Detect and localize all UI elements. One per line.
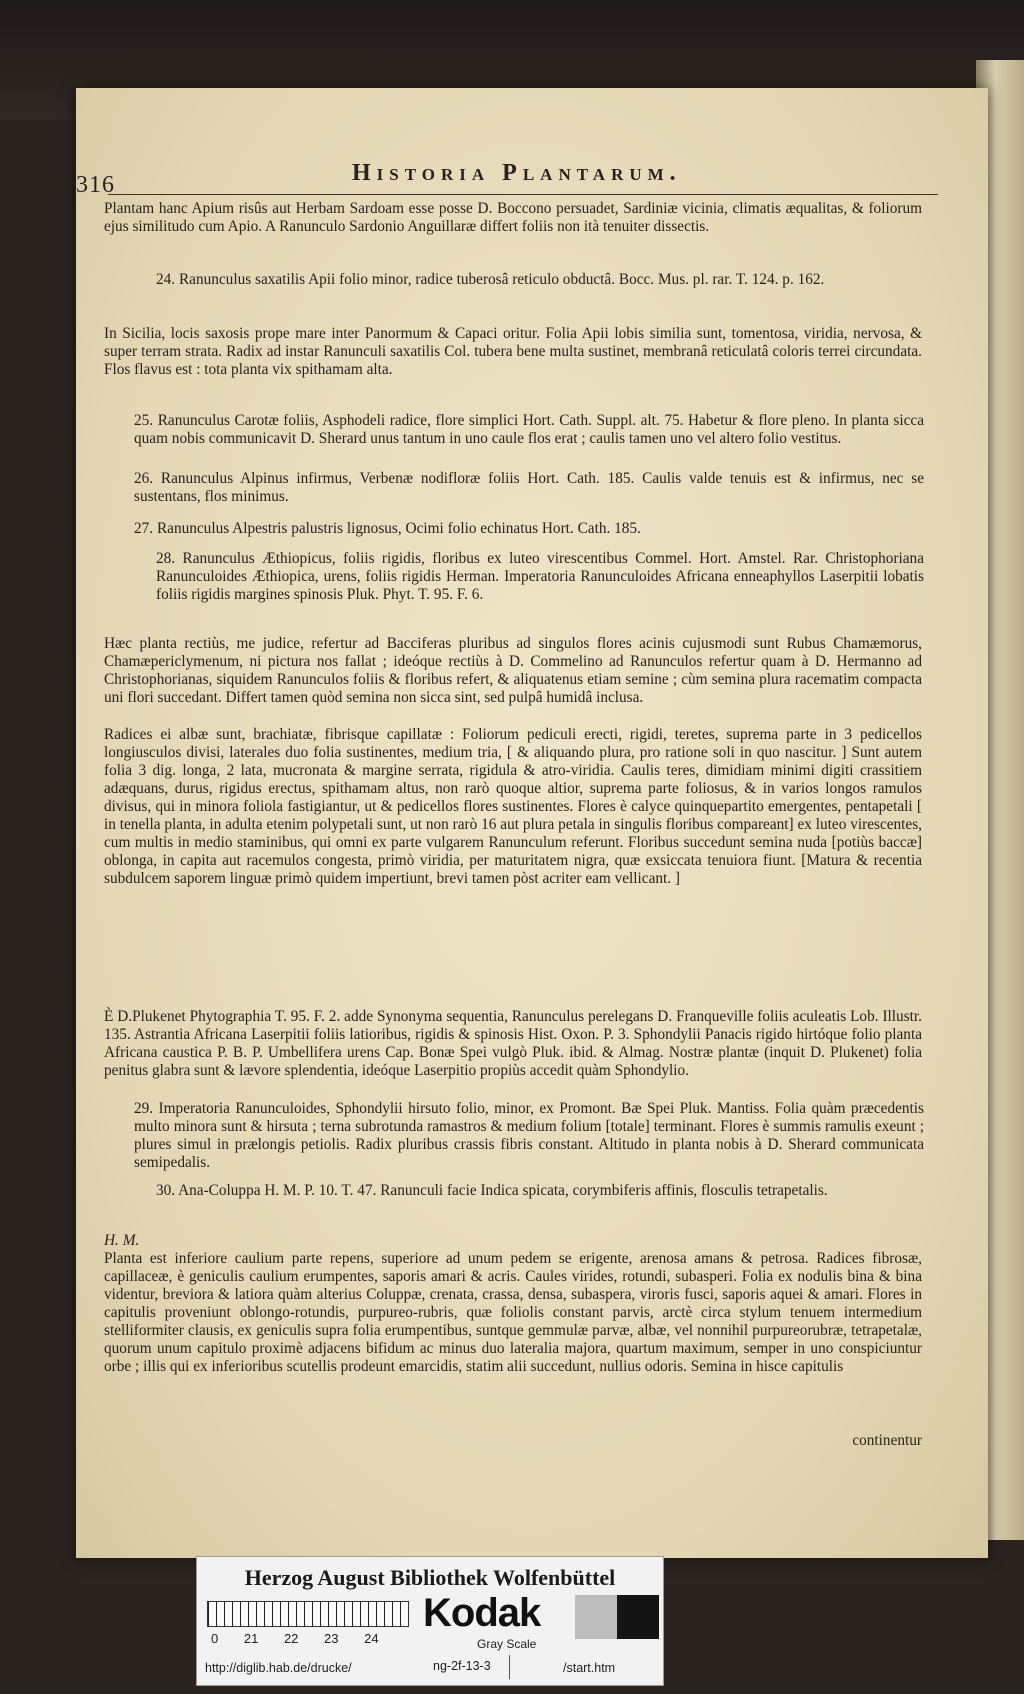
paragraph-28-c: È D.Plukenet Phytographia T. 95. F. 2. adde Synonyma sequentia, Ranunculus perelegans D. Franqueville foliis aculeatis Lob. Illustr. 135. Astrantia Africana Laserpitii foliis latioribus, rigidis & spinosis Hist. Oxon. P. 3. Sphondylii Panacis rigido hirtóque folio planta Africana caustica P. B. P. Umbellifera urens Cap. Bonæ Spei vulgò Pluk. ibid. & Almag. Nostræ plantæ (inquit D. Plukenet) folia penitus glabra sunt & lævore splendentia, ideóque Laserpitio propiùs accedit quàm Sphondylio. — [104, 1008, 922, 1079]
entry-24: 24. Ranunculus saxatilis Apii folio minor, radice tuberosâ reticulo obductâ. Bocc. Mus. pl. rar. T. 124. p. 162. — [156, 271, 825, 288]
color-ruler — [207, 1601, 409, 1627]
source-url: http://diglib.hab.de/drucke/ — [205, 1661, 352, 1675]
entry-25: 25. Ranunculus Carotæ foliis, Asphodeli radice, flore simplici Hort. Cath. Suppl. alt. 75. Habetur & flore pleno. In planta sicca quam nobis communicavit D. Sherard unus tantum in uno caule flos erat ; caulis tamen uno vel altero folio vestitus. — [134, 412, 924, 447]
running-title: Historia Plantarum. — [352, 160, 682, 186]
entry-26: 26. Ranunculus Alpinus infirmus, Verbenæ nodifloræ foliis Hort. Cath. 185. Caulis valde tenuis est & infirmus, nec se sustentans, flos minimus. — [134, 470, 924, 505]
ruler-label: 21 — [243, 1631, 259, 1646]
source-abbreviation: H. M. — [104, 1232, 140, 1249]
catchword: continentur — [852, 1432, 922, 1449]
paragraph-24: In Sicilia, locis saxosis prope mare inter Panormum & Capaci oritur. Folia Apii lobis similia sunt, tomentosa, viridia, nervosa, & super terram strata. Radix ad instar Ranunculi saxatilis Col. tubera bene multa sustinet, membranâ reticulatâ coloris terrei circundata. Flos flavus est : tota planta vix spithamam alta. — [104, 325, 922, 378]
start-page: /start.htm — [563, 1661, 616, 1675]
shelfmark: ng-2f-13-3 — [433, 1659, 491, 1673]
entry-30: 30. Ana-Coluppa H. M. P. 10. T. 47. Ranunculi facie Indica spicata, corymbiferis affinis, flosculis tetrapetalis. — [156, 1182, 828, 1199]
ruler-labels — [211, 1631, 401, 1646]
gray-patch-light — [575, 1595, 617, 1639]
ruler-label: 24 — [364, 1631, 379, 1646]
grayscale-label: Gray Scale — [477, 1637, 537, 1651]
entry-28: 28. Ranunculus Æthiopicus, foliis rigidis, floribus ex luteo virescentibus Commel. Hort. Amstel. Rar. Christophoriana Ranunculoides Æthiopica, urens, foliis rigidis Herman. Imperatoria Ranunculoides Africana enneaphyllos Laserpitii lobatis foliis rigidis margines spinosis Pluk. Phyt. T. 95. F. 6. — [156, 550, 924, 603]
entry-27: 27. Ranunculus Alpestris palustris lignosus, Ocimi folio echinatus Hort. Cath. 185. — [134, 520, 641, 537]
paragraph-28-b: Radices ei albæ sunt, brachiatæ, fibrisque capillatæ : Foliorum pediculi erecti, rigidi, teretes, suprema parte in 3 pedicellos longiusculos divisi, laterales duo folia sustinentes, medium tria, [ & aliquando plura, pro ratione soli in quo nascitur. ] Sunt autem folia 3 dig. longa, 2 lata, mucronata & margine serrata, rigidula & atro-viridia. Caulis teres, dimidiam minimi digiti crassitiem adæquans, durus, rigidus erectus, spithamam altus, non rarò quoque altior, suprema parte foliosus, & in varios longos ramulos divisus, qui in minora foliola fastigiantur, ut & pedicellos flores sustinentes. Flores è calyce quinquepartito emergentes, pentapetali [ in tenella planta, in adulta etenim polypetali sunt, ut non rarò 16 aut plura petala in singulis floribus compareant] ex luteo virescentes, cum multis in medio staminibus, qui omni ex parte vulgarem Ranunculum referunt. Floribus succedunt semina nuda [potiùs baccæ] oblonga, in capita aut racemulos congesta, primò viridia, per maturitatem nigra, quæ exsiccata tenuiora fiunt. [Matura & recentia subdulcem saporem linguæ primò quidem impertiunt, brevi tamen pòst acriter eam vellicant. ] — [104, 726, 922, 887]
separator — [509, 1655, 510, 1679]
paragraph-30: Planta est inferiore caulium parte repens, superiore ad unum pedem se erigente, arenosa amans & petrosa. Radices fibrosæ, capillaceæ, è geniculis caulium erumpentes, saporis amari & acris. Caules virides, rotundi, subasperi. Folia ex nodulis bina & bina videntur, breviora & latiora quàm alterius Coluppæ, crenata, crassa, densa, subaspera, viroris fusci, saporis aquei & amari. Flores in capitulis proveniunt oblongo-rotundis, purpureo-rubris, quæ foliolis constant parvis, arctè circa stylum tenuem intermedium stelliformiter clausis, ex geniculis supra folia erumpentibus, suntque gemmulæ parvæ, albæ, vel nonnihil purpureorubræ, tetrapetalæ, quorum unum capitulo proximè adjacens bifidum ac minus duo lateralia majora, quartum maximum, semper in uno conspiciuntur orbe ; illis qui ex inferioribus scutellis prodeunt emarcidis, statim alii succedunt, nullius odoris. Semina in hisce capitulis — [104, 1250, 922, 1375]
paragraph-intro: Plantam hanc Apium risûs aut Herbam Sardoam esse posse D. Boccono persuadet, Sardiniæ vicinia, climatis æqualitas, & foliorum ejus similitudo cum Apio. A Ranunculo Sardonio Anguillaræ differt foliis non ità tenuiter dissectis. — [104, 200, 922, 235]
kodak-logo: Kodak — [423, 1591, 541, 1635]
scan-info-strip — [196, 1556, 664, 1686]
library-name: Herzog August Bibliothek Wolfenbüttel — [244, 1565, 616, 1590]
ruler-label: 0 — [211, 1631, 219, 1646]
paragraph-28-a: Hæc planta rectiùs, me judice, refertur ad Bacciferas pluribus ad singulos flores acinis cujusmodi sunt Rubus Chamæmorus, Chamæpericlymenum, ni pictura nos fallat ; ideóque rectiùs à D. Commelino ad Ranunculos refertur quam à D. Hermanno ad Christophorianas, siquidem Ranunculos foliis & floribus refert, & aliquatenus etiam semine ; cùm semina plura racematim compacta uni flori succedant. Differt tamen quòd semina non sicca sint, sed pulpâ humidâ inclusa. — [104, 635, 922, 706]
ruler-label: 22 — [283, 1631, 299, 1646]
ruler-label: 23 — [324, 1631, 339, 1646]
page-number: 316 — [76, 172, 115, 198]
gray-patch-dark — [617, 1595, 659, 1639]
entry-29: 29. Imperatoria Ranunculoides, Sphondylii hirsuto folio, minor, ex Promont. Bæ Spei Pluk. Mantiss. Folia quàm præcedentis multo minora sunt & hirsuta ; terna subrotunda ramastros & medium folium [totale] terminant. Flores è summis ramulis exeunt ; plures simul in prælongis petiolis. Radix pluribus crassis fibris constant. Altitudo in planta nobis à D. Sherard communicata semipedalis. — [134, 1100, 924, 1171]
